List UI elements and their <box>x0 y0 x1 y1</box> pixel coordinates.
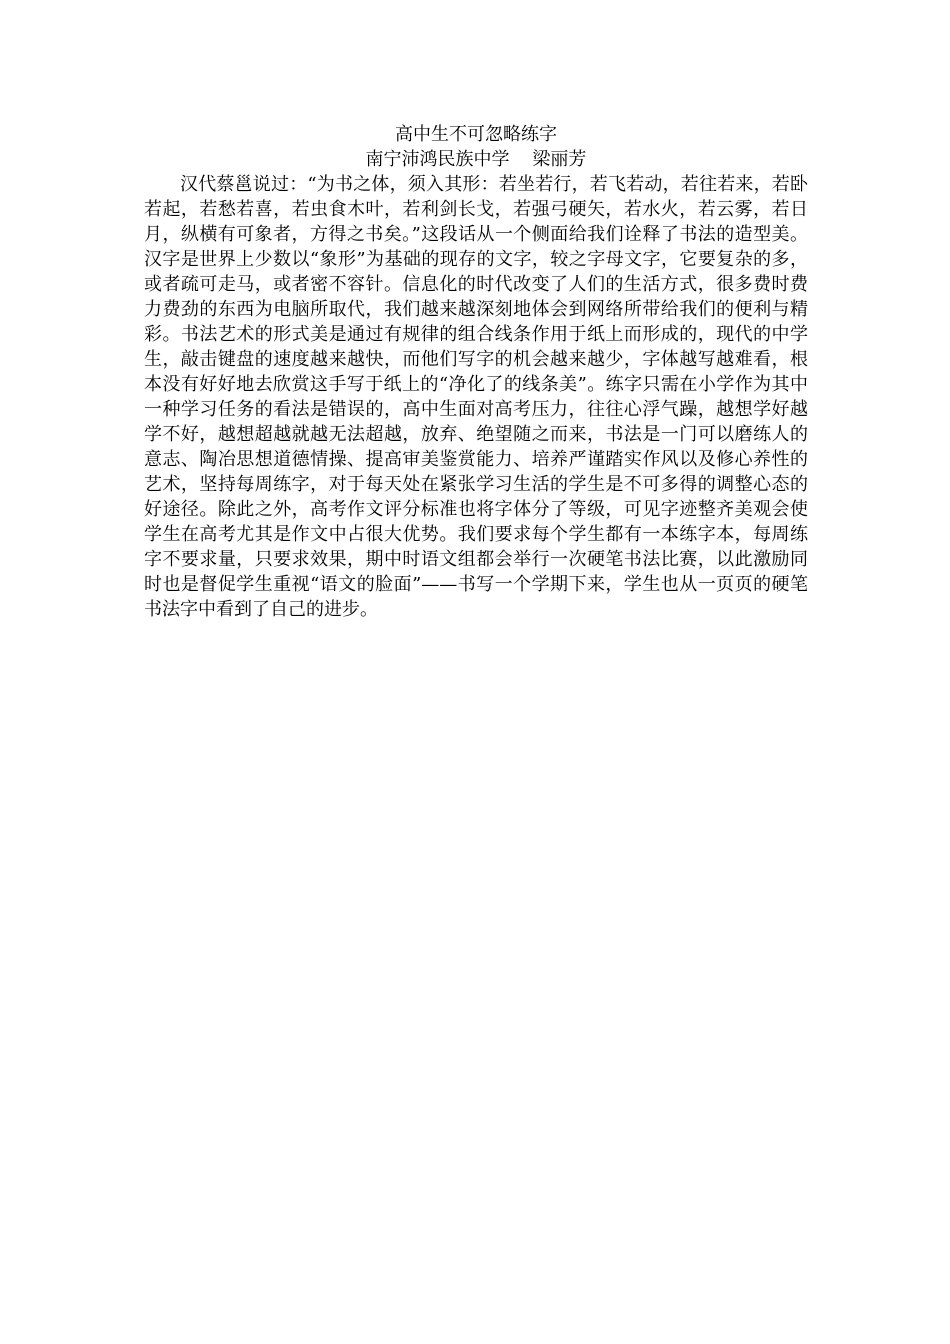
document-content <box>144 122 808 622</box>
body-paragraph: 汉代蔡邕说过：“为书之体，须入其形：若坐若行，若飞若动，若往若来，若卧若起，若愁若喜，若虫食木叶，若利剑长戈，若强弓硬矢，若水火，若云雾，若日月，纵横有可象者，方得之书矣。”这段话从一个侧面给我们诠释了书法的造型美。汉字是世界上少数以“象形”为基础的现存的文字，较之字母文字，它要复杂的多，或者疏可走马，或者密不容针。信息化的时代改变了人们的生活方式，很多费时费力费劲的东西为电脑所取代，我们越来越深刻地体会到网络所带给我们的便利与精彩。书法艺术的形式美是通过有规律的组合线条作用于纸上而形成的，现代的中学生，敲击键盘的速度越来越快，而他们写字的机会越来越少，字体越写越难看，根本没有好好地去欣赏这手写于纸上的“净化了的线条美”。练字只需在小学作为其中一种学习任务的看法是错误的，高中生面对高考压力，往往心浮气躁，越想学好越学不好，越想超越就越无法超越，放弃、绝望随之而来，书法是一门可以磨练人的意志、陶冶思想道德情操、提高审美鉴赏能力、培养严谨踏实作风以及修心养性的艺术，坚持每周练字，对于每天处在紧张学习生活的学生是不可多得的调整心态的好途径。除此之外，高考作文评分标准也将字体分了等级，可见字迹整齐美观会使学生在高考尤其是作文中占很大优势。我们要求每个学生都有一本练字本，每周练字不要求量，只要求效果，期中时语文组都会举行一次硬笔书法比赛，以此激励同时也是督促学生重视“语文的脸面”——书写一个学期下来，学生也从一页页的硬笔书法字中看到了自己的进步。 <box>144 174 808 620</box>
document-title: 高中生不可忽略练字 <box>395 124 557 145</box>
author-byline: 南宁沛鸿民族中学 梁丽芳 <box>365 149 587 170</box>
